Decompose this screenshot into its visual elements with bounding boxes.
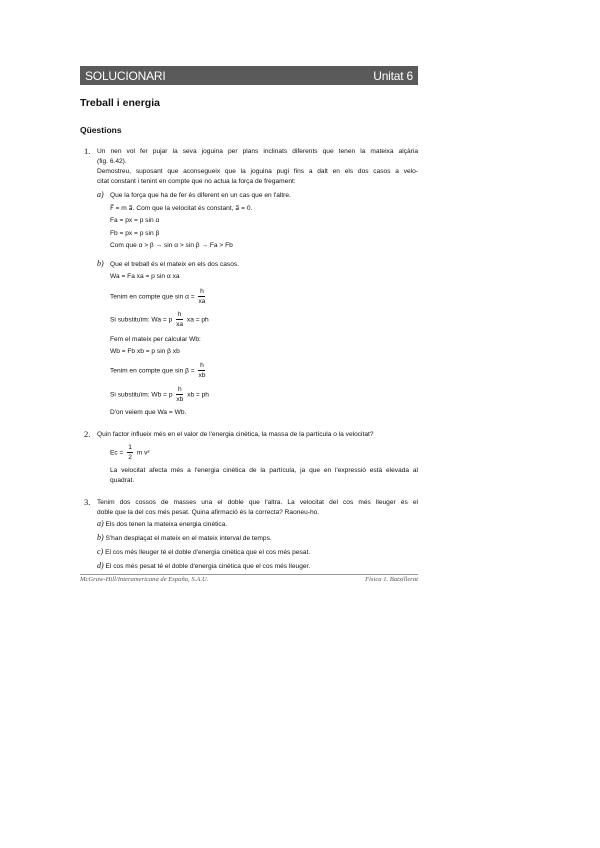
formula-substitute-b-post: xb = ph — [187, 391, 209, 399]
question-1-line-2: (fig. 6.42). — [97, 157, 127, 165]
fraction-numerator: h — [177, 386, 182, 393]
question-1-line-1: Un nen vol fer pujar la seva joguina per plans inclinats diferents que tenen la mateixa alçària — [97, 148, 418, 155]
formula-sin-beta — [110, 361, 207, 380]
formula-substitute-b — [110, 385, 209, 404]
formula-sin-beta-pre: Tenim en compte que sin β = — [110, 367, 195, 375]
fraction-denominator: xa — [176, 321, 184, 328]
formula-work-a: Wa = Fa xa = p sin α xa — [110, 273, 180, 280]
fraction-h-xa-2 — [176, 310, 183, 329]
fraction-numerator: h — [177, 311, 182, 318]
option-label: c) — [97, 546, 104, 556]
formula-same-calc: Fem el mateix per calcular Wb: — [110, 336, 201, 343]
option-c — [97, 547, 310, 558]
option-text: S'han desplaçat el mateix en el mateix interval de temps. — [105, 534, 272, 542]
question-1-intro — [97, 167, 418, 186]
formula-kinetic-energy — [110, 443, 150, 462]
fraction-numerator: h — [200, 362, 204, 369]
page-header — [80, 66, 418, 85]
question-2-answer — [110, 466, 418, 485]
formula-kinetic-energy-post: m v² — [136, 449, 150, 457]
question-3-number: 3. — [84, 497, 91, 507]
header-right: Unitat 6 — [373, 68, 413, 83]
question-1-part-b-label: b) — [97, 259, 104, 268]
option-d — [97, 561, 310, 572]
question-1-intro-line-1: Demostreu, suposant que aconsegueix que la joguina pugi fins a dalt en els dos casos a velo- — [97, 168, 418, 175]
formula-substitute-a — [110, 310, 209, 329]
question-1-part-a-text: Que la força que ha de fer és diferent en un cas que en l'altre. — [110, 192, 291, 199]
option-label: a) — [97, 519, 104, 528]
option-text: El cos més lleuger té el doble d'energia cinètica que el cos més pesat. — [105, 548, 311, 556]
formula-newton: F⃗ = m a⃗. Com que la velocitat és constant, a⃗ = 0. — [110, 205, 253, 212]
page-title: Treball i energia — [80, 97, 160, 109]
question-3-options — [97, 519, 310, 572]
question-2-answer-line-2: quadrat. — [110, 476, 135, 484]
fraction-h-xa — [198, 287, 205, 306]
formula-substitute-b-pre: Si substituïm: Wb = p — [110, 391, 173, 399]
formula-kinetic-energy-pre: Ec = — [110, 449, 124, 457]
option-label: d) — [97, 560, 104, 570]
question-1-part-b-text: Que el treball és el mateix en els dos casos. — [110, 261, 240, 268]
footer-publisher: McGraw-Hill/Interamericana de España, S.A.U. — [80, 576, 209, 583]
formula-sin-alpha — [110, 287, 207, 306]
question-1-intro-line-2: citat constant i tenint en compte que no actua la força de fregament: — [97, 177, 296, 185]
fraction-h-xb-2 — [176, 385, 183, 404]
question-1-text — [97, 147, 418, 166]
option-text: Els dos tenen la mateixa energia cinètica. — [105, 521, 228, 528]
fraction-h-xb — [198, 361, 205, 380]
header-left: SOLUCIONARI — [85, 68, 166, 83]
option-a — [97, 519, 310, 530]
question-2-answer-line-1: La velocitat afecta més a l'energia cinètica de la partícula, ja que en l'expressió està elevada al — [110, 467, 418, 474]
question-2-number: 2. — [84, 429, 91, 439]
formula-conclusion: D'on veiem que Wa = Wb. — [110, 409, 187, 416]
fraction-one-half — [127, 443, 133, 462]
question-3-line-2: doble que la del cos més pesat. Quina afirmació és la correcta? Raoneu-ho. — [97, 508, 320, 516]
fraction-denominator: xb — [176, 396, 184, 403]
fraction-denominator: xb — [198, 372, 206, 379]
question-1-part-a-label: a) — [97, 190, 104, 199]
footer-book-title: Física 1. Batxillerat — [365, 576, 418, 583]
question-3-text — [97, 498, 418, 517]
question-2-text: Quin factor influeix més en el valor de l'energia cinètica, la massa de la partícula o la velocitat? — [97, 431, 374, 438]
fraction-denominator: xa — [198, 298, 206, 305]
option-b — [97, 533, 310, 544]
footer-divider — [80, 574, 418, 575]
fraction-denominator: 2 — [128, 454, 132, 461]
formula-force-a: Fa = px = p sin α — [110, 217, 160, 224]
fraction-numerator: h — [200, 288, 204, 295]
section-heading: Qüestions — [80, 125, 122, 135]
formula-force-b: Fb = px = p sin β — [110, 230, 160, 237]
formula-substitute-a-post: xa = ph — [186, 316, 209, 324]
formula-work-b: Wb = Fb xb = p sin β xb — [110, 348, 180, 355]
fraction-numerator: 1 — [128, 444, 132, 451]
question-1-number: 1. — [84, 146, 91, 156]
option-label: b) — [97, 532, 104, 542]
option-text: El cos més pesat té el doble d'energia cinètica que el cos més lleuger. — [105, 562, 311, 570]
formula-comparison: Com que α > β → sin α > sin β → Fa > Fb — [110, 242, 233, 249]
formula-substitute-a-pre: Si substituïm: Wa = p — [110, 316, 173, 324]
formula-sin-alpha-pre: Tenim en compte que sin α = — [110, 293, 195, 301]
question-3-line-1: Tenim dos cossos de masses una el doble que l'altra. La velocitat del cos més lleuger és el — [97, 499, 418, 506]
